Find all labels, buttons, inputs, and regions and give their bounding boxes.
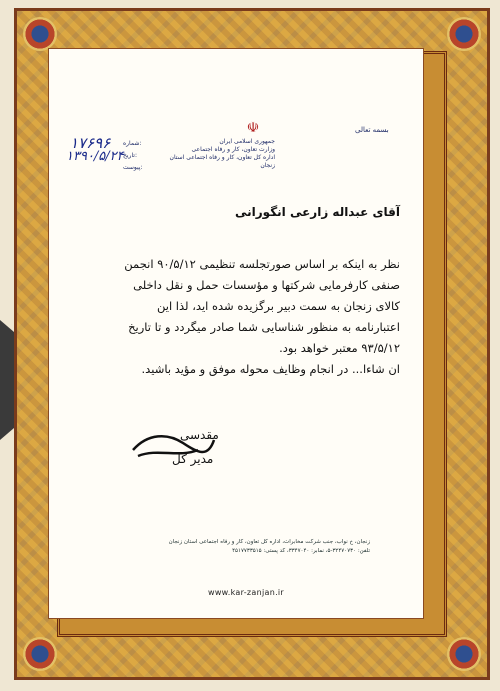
corner-ornament-icon	[23, 637, 57, 671]
scan-edge-shadow	[0, 320, 14, 440]
closing-line: ان شاءا... در انجام وظایف محوله موفق و مؤید باشید.	[141, 362, 400, 376]
iran-emblem-icon: ☫	[246, 120, 260, 136]
body-line: کالای زنجان به سمت دبیر برگزیده شده اید، لذا این	[157, 299, 400, 313]
ministry-line-1: جمهوری اسلامی ایران	[219, 138, 275, 145]
corner-ornament-icon	[23, 17, 57, 51]
footer-line: تلفن: ۳۲۴۷۰۷۳۰-۵، نمابر: ۳۳۴۷۰۴۰، کد پستی: ۴۵۱۷۷۳۳۵۱۵	[232, 548, 370, 554]
recipient-name: آقای عبداله زارعی انگورانی	[235, 205, 400, 219]
date-label: تاریخ:	[123, 152, 137, 159]
letter-body	[80, 254, 400, 380]
body-line: صنفی کارفرمایی شرکتها و مؤسسات حمل و نقل داخلی	[133, 278, 400, 292]
basmala: بسمه تعالی	[355, 126, 389, 134]
number-value: ۱۷۶۹۶	[70, 134, 111, 152]
corner-ornament-icon	[447, 17, 481, 51]
attachment-label: پیوست:	[123, 164, 143, 171]
footer-address	[120, 538, 370, 556]
body-line: ۹۳/۵/۱۲ معتبر خواهد بود.	[279, 341, 400, 355]
ministry-line-3: اداره کل تعاون، کار و رفاه اجتماعی استان زنجان	[169, 154, 275, 169]
body-line: نظر به اینکه بر اساس صورتجلسه تنظیمی ۹۰/۵/۱۲ انجمن	[124, 257, 400, 271]
signatory-name: مقدسی	[180, 428, 219, 442]
footer-line: زنجان، خ نواب، جنب شرکت مخابرات، اداره کل تعاون، کار و رفاه اجتماعی استان زنجان	[168, 539, 370, 545]
ministry-line-2: وزارت تعاون، کار و رفاه اجتماعی	[191, 146, 275, 153]
date-value: ۱۳۹۰/۵/۲۴	[66, 149, 124, 164]
ministry-letterhead	[165, 138, 275, 170]
signatory-title: مدیر کل	[172, 452, 214, 466]
website-link[interactable]: www.kar-zanjan.ir	[208, 588, 285, 597]
corner-ornament-icon	[447, 637, 481, 671]
body-line: اعتبارنامه به منظور شناسایی شما صادر میگردد و تا تاریخ	[128, 320, 400, 334]
number-label: شماره:	[123, 140, 142, 147]
